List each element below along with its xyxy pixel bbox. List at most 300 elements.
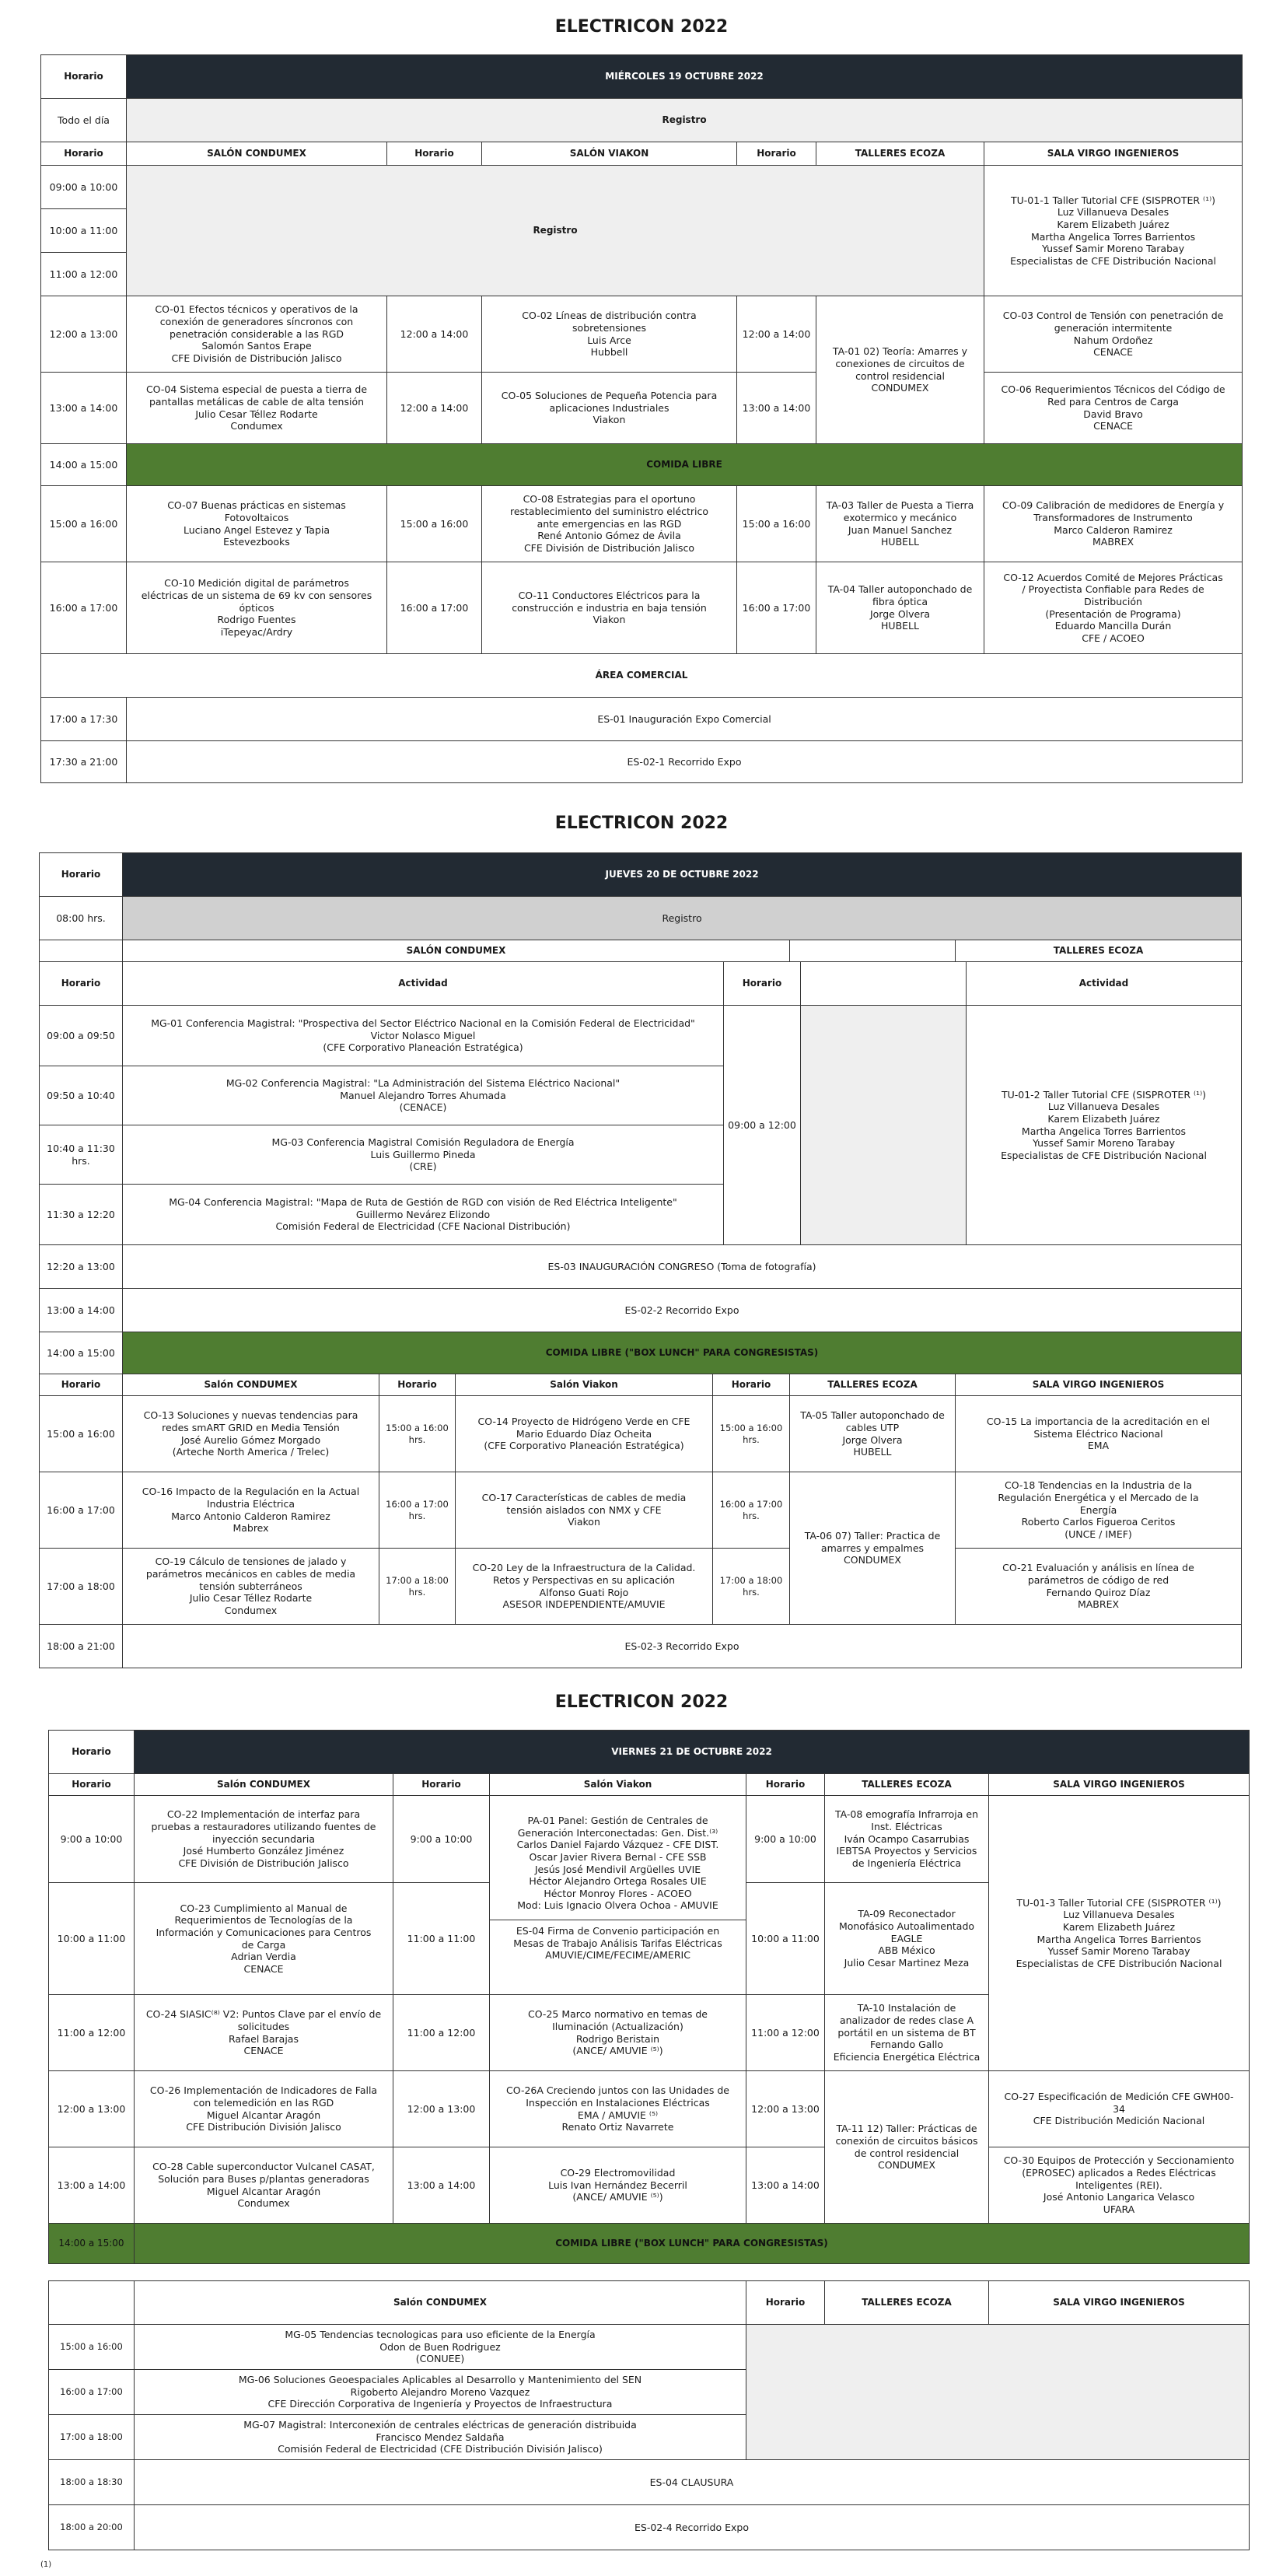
session-line: Julio Cesar Téllez Rodarte bbox=[195, 408, 318, 420]
time-cell: 15:00 a 16:00 hrs. bbox=[713, 1396, 790, 1472]
session-line: Iluminación (Actualización) bbox=[552, 2020, 683, 2032]
session-line: tensión subterráneos bbox=[199, 1580, 302, 1592]
session-line: Manuel Alejandro Torres Ahumada bbox=[340, 1089, 506, 1101]
session-line: pruebas a restauradores utilizando fuentes de bbox=[151, 1821, 376, 1833]
session-line: Comisión Federal de Electricidad (CFE Distribución División Jalisco) bbox=[278, 2443, 603, 2455]
session-line: Red para Centros de Carga bbox=[1047, 395, 1179, 408]
session-line: (ANCE/ AMUVIE ⁽⁵⁾) bbox=[572, 2045, 663, 2057]
session-line: Odon de Buen Rodriguez bbox=[379, 2340, 501, 2353]
column-header: SALÓN CONDUMEX bbox=[127, 142, 387, 166]
column-header: SALA VIRGO INGENIEROS bbox=[989, 1774, 1250, 1796]
session-cell bbox=[127, 562, 387, 654]
registration-cell: Registro bbox=[127, 99, 1243, 142]
session-line: René Antonio Gómez de Ávila bbox=[537, 530, 681, 542]
session-line: Rigoberto Alejandro Moreno Vazquez bbox=[350, 2385, 530, 2398]
session-line: CO-22 Implementación de interfaz para bbox=[166, 1808, 361, 1821]
session-line: TA-09 Reconectador bbox=[858, 1908, 956, 1920]
workshop-cell bbox=[825, 2071, 989, 2224]
session-line: CO-06 Requerimientos Técnicos del Código de bbox=[1001, 383, 1225, 396]
session-line: TU-01-2 Taller Tutorial CFE (SISPROTER ⁽¹⁾) bbox=[1001, 1088, 1207, 1101]
session-line: Viakon bbox=[593, 614, 626, 626]
session-line: Requerimientos de Tecnologías de la bbox=[174, 1914, 353, 1927]
session-line: CO-17 Características de cables de media bbox=[481, 1492, 687, 1504]
session-line: CO-13 Soluciones y nuevas tendencias para bbox=[143, 1409, 358, 1422]
session-line: Jesús José Mendivil Argüelles UVIE bbox=[534, 1863, 701, 1875]
session-line: Luis Guillermo Pineda bbox=[370, 1148, 476, 1160]
session-line: CFE División de Distribución Jalisco bbox=[178, 1857, 349, 1869]
time-cell: 12:00 a 14:00 bbox=[387, 296, 482, 373]
column-header: Salón CONDUMEX bbox=[135, 1774, 393, 1796]
session-line: tensión aislados con NMX y CFE bbox=[506, 1503, 662, 1516]
session-line: CO-27 Especificación de Medición CFE GWH00- bbox=[1004, 2091, 1234, 2103]
column-header: Horario bbox=[746, 1774, 825, 1796]
session-cell bbox=[956, 1549, 1242, 1625]
session-line: Monofásico Autoalimentado bbox=[838, 1920, 975, 1933]
day-date-header: MIÉRCOLES 19 OCTUBRE 2022 bbox=[127, 55, 1243, 99]
session-cell bbox=[123, 1185, 724, 1245]
workshop-cell bbox=[816, 486, 984, 562]
session-line: Especialistas de CFE Distribución Nacional bbox=[1016, 1957, 1222, 1969]
time-cell: 12:00 a 13:00 bbox=[393, 2071, 490, 2147]
session-line: CENACE bbox=[1093, 420, 1133, 432]
session-line: TA-11 12) Taller: Prácticas de bbox=[836, 2123, 977, 2135]
session-line: CFE Dirección Corporativa de Ingeniería y Proyectos de Infraestructura bbox=[267, 2398, 613, 2410]
session-line: MG-02 Conferencia Magistral: "La Administración del Sistema Eléctrico Nacional" bbox=[225, 1077, 621, 1090]
session-line: portátil en un sistema de BT bbox=[837, 2026, 976, 2039]
session-line: CO-26 Implementación de Indicadores de Falla bbox=[149, 2084, 378, 2097]
session-line: TU-01-3 Taller Tutorial CFE (SISPROTER ⁽¹⁾) bbox=[1016, 1896, 1222, 1909]
column-header: Salón Viakon bbox=[456, 1374, 713, 1396]
time-cell: 11:00 a 11:00 bbox=[393, 1883, 490, 1995]
time-cell: 17:30 a 21:00 bbox=[41, 741, 127, 783]
session-line: control residencial bbox=[855, 369, 945, 382]
time-cell: 10:00 a 11:00 bbox=[41, 209, 127, 253]
session-line: exotermico y mecánico bbox=[843, 511, 957, 523]
column-header: Horario bbox=[387, 142, 482, 166]
session-line: PA-01 Panel: Gestión de Centrales de bbox=[527, 1815, 708, 1826]
time-cell: 10:00 a 11:00 bbox=[49, 1883, 135, 1995]
session-line: inyección secundaria bbox=[212, 1832, 316, 1845]
session-line: Condumex bbox=[237, 2197, 290, 2210]
session-line: restablecimiento del suministro eléctrico bbox=[509, 506, 709, 518]
session-line: Nahum Ordoñez bbox=[1073, 334, 1153, 346]
session-line: Inst. Eléctricas bbox=[871, 1821, 942, 1833]
session-cell bbox=[127, 373, 387, 444]
day2-morning-table bbox=[39, 961, 1242, 1374]
panel-cell bbox=[490, 1796, 746, 1995]
session-line: conexiones de circuitos de bbox=[835, 357, 965, 369]
session-cell bbox=[956, 1396, 1242, 1472]
time-cell: 12:00 a 13:00 bbox=[49, 2071, 135, 2147]
session-cell bbox=[984, 373, 1243, 444]
session-line: CO-18 Tendencias en la Industria de la bbox=[1004, 1479, 1192, 1492]
time-cell: 16:00 a 17:00 hrs. bbox=[713, 1472, 790, 1549]
session-line: iTepeyac/Ardry bbox=[220, 625, 293, 638]
session-line: Eduardo Mancilla Durán bbox=[1054, 620, 1172, 632]
time-cell: 9:00 a 10:00 bbox=[49, 1796, 135, 1883]
session-line: parámetros mecánicos en cables de media bbox=[145, 1568, 356, 1580]
session-cell bbox=[967, 1006, 1242, 1245]
column-header: Horario bbox=[724, 962, 801, 1006]
day2-afternoon-table bbox=[39, 1374, 1242, 1668]
commercial-area-header: ÁREA COMERCIAL bbox=[41, 654, 1243, 698]
session-line: TA-05 Taller autoponchado de bbox=[800, 1409, 945, 1422]
session-line: Condumex bbox=[230, 420, 283, 432]
event-cell: ES-02-1 Recorrido Expo bbox=[127, 741, 1243, 783]
session-line: TA-10 Instalación de bbox=[857, 2002, 956, 2014]
session-line: Karem Elizabeth Juárez bbox=[1057, 218, 1169, 230]
session-line: Comisión Federal de Electricidad (CFE Nacional Distribución) bbox=[275, 1220, 571, 1233]
time-cell: 16:00 a 17:00 bbox=[387, 562, 482, 654]
time-cell: 12:00 a 13:00 bbox=[41, 296, 127, 373]
column-header: Salón Viakon bbox=[490, 1774, 746, 1796]
time-cell: 13:00 a 14:00 bbox=[746, 2147, 825, 2224]
workshop-cell bbox=[825, 1995, 989, 2071]
time-cell: 12:20 a 13:00 bbox=[40, 1245, 123, 1289]
session-line: Luis Arce bbox=[587, 334, 631, 346]
session-line: Rodrigo Beristain bbox=[575, 2032, 660, 2045]
column-header: Horario bbox=[737, 142, 816, 166]
column-header: Actividad bbox=[967, 962, 1242, 1006]
event-cell: ES-03 INAUGURACIÓN CONGRESO (Toma de fotografía) bbox=[123, 1245, 1242, 1289]
session-cell bbox=[456, 1472, 713, 1549]
time-cell: 12:00 a 13:00 bbox=[746, 2071, 825, 2147]
registration-block: Registro bbox=[127, 166, 984, 296]
session-cell bbox=[135, 1796, 393, 1883]
session-cell bbox=[490, 2147, 746, 2224]
session-cell bbox=[482, 486, 737, 562]
session-line: de Ingeniería Eléctrica bbox=[851, 1857, 962, 1869]
session-line: AMUVIE/CIME/FECIME/AMERIC bbox=[545, 1949, 690, 1962]
session-line: ante emergencias en las RGD bbox=[537, 517, 682, 530]
session-line: Viakon bbox=[593, 414, 626, 426]
session-line: CONDUMEX bbox=[871, 382, 929, 394]
session-line: (UNCE / IMEF) bbox=[1065, 1528, 1132, 1540]
session-line: CO-12 Acuerdos Comité de Mejores Prácticas bbox=[1003, 571, 1223, 583]
session-cell bbox=[482, 373, 737, 444]
session-line: (CRE) bbox=[409, 1160, 437, 1173]
session-line: Sistema Eléctrico Nacional bbox=[1033, 1427, 1163, 1440]
event-cell: ES-01 Inauguración Expo Comercial bbox=[127, 698, 1243, 741]
lunch-break-cell: COMIDA LIBRE bbox=[127, 444, 1243, 486]
session-cell bbox=[135, 2415, 746, 2460]
time-cell: 11:00 a 12:00 bbox=[746, 1995, 825, 2071]
session-line: Mesas de Trabajo Análisis Tarifas Eléctricas bbox=[513, 1937, 722, 1949]
session-line: MG-05 Tendencias tecnologicas para uso eficiente de la Energía bbox=[285, 2329, 596, 2341]
session-line: CO-30 Equipos de Protección y Seccionamiento bbox=[1003, 2154, 1235, 2167]
session-line: CO-03 Control de Tensión con penetración de bbox=[1002, 310, 1224, 322]
time-cell: 13:00 a 14:00 bbox=[41, 373, 127, 444]
column-header: TALLERES ECOZA bbox=[816, 142, 984, 166]
session-line: Distribución bbox=[1084, 595, 1142, 607]
column-header: Horario bbox=[393, 1774, 490, 1796]
column-header: Salón CONDUMEX bbox=[135, 2281, 746, 2325]
event-cell: ES-04 CLAUSURA bbox=[135, 2460, 1250, 2505]
session-line: ópticos bbox=[239, 601, 274, 614]
session-line: penetración considerable a las RGD bbox=[170, 327, 344, 340]
workshop-cell bbox=[816, 296, 984, 444]
session-line: Adrian Verdia bbox=[231, 1951, 296, 1963]
session-line: cables UTP bbox=[845, 1421, 900, 1433]
day1-title: ELECTRICON 2022 bbox=[554, 17, 729, 37]
session-line: Marco Calderon Ramirez bbox=[1054, 523, 1173, 536]
time-cell: 15:00 a 16:00 hrs. bbox=[379, 1396, 456, 1472]
time-cell: 11:00 a 12:00 bbox=[49, 1995, 135, 2071]
session-line: amarres y empalmes bbox=[820, 1542, 925, 1554]
time-cell: 14:00 a 15:00 bbox=[40, 1332, 123, 1374]
session-line: Condumex bbox=[224, 1604, 278, 1616]
time-cell: 18:00 a 20:00 bbox=[49, 2505, 135, 2550]
column-header: Actividad bbox=[123, 962, 724, 1006]
session-line: CFE División de Distribución Jalisco bbox=[171, 352, 342, 364]
lunch-break-cell: COMIDA LIBRE ("BOX LUNCH" PARA CONGRESISTAS) bbox=[135, 2224, 1250, 2264]
time-cell: 11:30 a 12:20 bbox=[40, 1185, 123, 1245]
session-line: CO-23 Cumplimiento al Manual de bbox=[180, 1902, 348, 1914]
blank-cell bbox=[746, 2325, 1250, 2460]
session-line: Marco Antonio Calderon Ramirez bbox=[171, 1510, 330, 1522]
time-cell: 17:00 a 18:00 hrs. bbox=[713, 1549, 790, 1625]
workshop-cell bbox=[790, 1396, 956, 1472]
session-line: (CONUEE) bbox=[415, 2353, 465, 2365]
time-cell: 08:00 hrs. bbox=[40, 897, 123, 940]
session-cell bbox=[135, 2325, 746, 2370]
session-cell bbox=[123, 1125, 724, 1185]
session-line: CO-26A Creciendo juntos con las Unidades de bbox=[506, 2084, 729, 2097]
session-line: MG-04 Conferencia Magistral: "Mapa de Ruta de Gestión de RGD con visión de Red Eléctrica Inteligente" bbox=[169, 1196, 677, 1209]
session-line: Luz Villanueva Desales bbox=[1063, 1909, 1175, 1921]
session-cell bbox=[984, 166, 1243, 296]
session-line: EMA / AMUVIE ⁽⁵⁾ bbox=[577, 2109, 659, 2121]
session-line: UFARA bbox=[1103, 2203, 1135, 2215]
time-cell: 17:00 a 18:00 bbox=[40, 1549, 123, 1625]
horario-header: Horario bbox=[49, 1731, 135, 1774]
time-cell: 15:00 a 16:00 bbox=[41, 486, 127, 562]
session-cell bbox=[135, 1883, 393, 1995]
session-cell bbox=[490, 1995, 746, 2071]
session-cell bbox=[989, 2071, 1250, 2147]
session-line: Guillermo Nevárez Elizondo bbox=[355, 1208, 491, 1220]
session-cell bbox=[135, 2147, 393, 2224]
session-cell bbox=[123, 1066, 724, 1125]
session-line: Oscar Javier Rivera Bernal - CFE SSB bbox=[529, 1850, 707, 1863]
session-line: José Humberto González Jiménez bbox=[183, 1845, 344, 1857]
column-header: SALÓN CONDUMEX bbox=[123, 940, 790, 962]
column-header: Horario bbox=[379, 1374, 456, 1396]
session-line: Generación Interconectadas: Gen. Dist.⁽³⁾ bbox=[517, 1826, 718, 1839]
session-line: aplicaciones Industriales bbox=[549, 401, 669, 414]
session-line: Inteligentes (REI). bbox=[1075, 2179, 1162, 2191]
session-line: Yussef Samir Moreno Tarabay bbox=[1041, 243, 1185, 255]
time-cell: 13:00 a 14:00 bbox=[40, 1289, 123, 1332]
session-line: Fotovoltaicos bbox=[224, 511, 289, 523]
session-line: Martha Angelica Torres Barrientos bbox=[1037, 1933, 1201, 1945]
time-cell: 15:00 a 16:00 bbox=[387, 486, 482, 562]
session-line: David Bravo bbox=[1083, 408, 1143, 420]
workshop-cell bbox=[825, 1796, 989, 1883]
column-header: TALLERES ECOZA bbox=[956, 940, 1242, 962]
session-line: Carlos Daniel Fajardo Vázquez - CFE DIST. bbox=[516, 1839, 719, 1851]
session-line: Viakon bbox=[568, 1516, 600, 1528]
session-line: Información y Comunicaciones para Centros bbox=[156, 1926, 372, 1938]
session-line: CFE División de Distribución Jalisco bbox=[523, 541, 695, 554]
session-line: CO-21 Evaluación y análisis en línea de bbox=[1002, 1562, 1194, 1574]
time-cell: 10:40 a 11:30 hrs. bbox=[40, 1125, 123, 1185]
session-line: Especialistas de CFE Distribución Nacional bbox=[1001, 1149, 1207, 1161]
session-line: Hubbell bbox=[590, 346, 628, 359]
time-cell: 11:00 a 12:00 bbox=[41, 253, 127, 296]
time-cell: 13:00 a 14:00 bbox=[49, 2147, 135, 2224]
session-line: CO-20 Ley de la Infraestructura de la Calidad. bbox=[472, 1562, 696, 1574]
time-cell: 09:00 a 10:00 bbox=[41, 166, 127, 209]
session-line: Regulación Energética y el Mercado de la bbox=[998, 1492, 1199, 1504]
session-line: CO-15 La importancia de la acreditación en el bbox=[986, 1416, 1211, 1428]
day1-schedule-table bbox=[40, 54, 1243, 783]
session-line: MG-01 Conferencia Magistral: "Prospectiva del Sector Eléctrico Nacional en la Comisión Federal de Electricidad" bbox=[151, 1017, 695, 1030]
session-line: CO-19 Cálculo de tensiones de jalado y bbox=[155, 1556, 347, 1568]
session-line: CENACE bbox=[243, 1962, 284, 1975]
session-line: Mario Eduardo Díaz Ocheita bbox=[516, 1427, 652, 1440]
session-line: CO-10 Medición digital de parámetros bbox=[164, 577, 349, 590]
session-line: Solución para Buses p/plantas generadoras bbox=[158, 2172, 369, 2185]
session-cell bbox=[956, 1472, 1242, 1549]
session-line: Renato Ortiz Navarrete bbox=[561, 2121, 674, 2133]
footnote: (1) bbox=[40, 2560, 52, 2569]
session-line: redes smART GRID en Media Tensión bbox=[162, 1421, 340, 1433]
session-line: HUBELL bbox=[881, 620, 919, 632]
session-cell bbox=[456, 1396, 713, 1472]
session-line: construcción e industria en baja tensión bbox=[512, 601, 707, 614]
session-line: CO-01 Efectos técnicos y operativos de la bbox=[155, 303, 358, 316]
time-cell: 14:00 a 15:00 bbox=[41, 444, 127, 486]
session-line: CENACE bbox=[1093, 346, 1133, 359]
session-line: CONDUMEX bbox=[844, 1554, 901, 1566]
time-cell: 17:00 a 18:00 bbox=[49, 2415, 135, 2460]
time-cell: 15:00 a 16:00 bbox=[40, 1396, 123, 1472]
session-cell bbox=[984, 486, 1243, 562]
session-line: Miguel Alcantar Aragón bbox=[206, 2185, 321, 2197]
session-line: TA-08 emografía Infrarroja en bbox=[834, 1808, 979, 1821]
session-line: Francisco Mendez Saldaña bbox=[376, 2431, 505, 2443]
column-header: Horario bbox=[713, 1374, 790, 1396]
session-line: Victor Nolasco Miguel bbox=[370, 1029, 476, 1041]
session-line: pantallas metálicas de cable de alta tensión bbox=[149, 395, 365, 408]
session-line: HUBELL bbox=[881, 536, 919, 548]
blank-cell bbox=[801, 1006, 967, 1245]
time-cell: 09:00 a 12:00 bbox=[724, 1006, 801, 1245]
session-line: Héctor Alejandro Ortega Rosales UIE bbox=[529, 1875, 707, 1888]
registration-cell: Registro bbox=[123, 897, 1242, 940]
session-line: solicitudes bbox=[237, 2020, 290, 2032]
session-line: Eficiencia Energética Eléctrica bbox=[833, 2050, 981, 2063]
session-line: EMA bbox=[1087, 1440, 1110, 1452]
session-line: Jorge Olvera bbox=[869, 607, 931, 620]
time-cell: 16:00 a 17:00 bbox=[41, 562, 127, 654]
session-line: CO-14 Proyecto de Hidrógeno Verde en CFE bbox=[477, 1416, 690, 1428]
time-cell: 18:00 a 21:00 bbox=[40, 1625, 123, 1668]
session-line: (Arteche North America / Trelec) bbox=[172, 1446, 330, 1458]
session-line: Yussef Samir Moreno Tarabay bbox=[1047, 1945, 1190, 1958]
column-header: TALLERES ECOZA bbox=[825, 1774, 989, 1796]
time-cell: 09:00 a 09:50 bbox=[40, 1006, 123, 1066]
time-cell: 13:00 a 14:00 bbox=[393, 2147, 490, 2224]
day3-title: ELECTRICON 2022 bbox=[554, 1692, 729, 1712]
day3-schedule-table bbox=[48, 1730, 1250, 2264]
event-cell: ES-02-4 Recorrido Expo bbox=[135, 2505, 1250, 2550]
session-line: HUBELL bbox=[853, 1446, 892, 1458]
session-line: Salomón Santos Erape bbox=[201, 340, 312, 352]
column-header: TALLERES ECOZA bbox=[790, 1374, 956, 1396]
time-cell: 9:00 a 10:00 bbox=[393, 1796, 490, 1883]
event-cell: ES-02-2 Recorrido Expo bbox=[123, 1289, 1242, 1332]
session-line: TU-01-1 Taller Tutorial CFE (SISPROTER ⁽¹⁾) bbox=[1011, 194, 1216, 206]
session-line: CENACE bbox=[243, 2045, 284, 2057]
session-line: ABB México bbox=[878, 1944, 935, 1957]
column-header: SALA VIRGO INGENIEROS bbox=[989, 2281, 1250, 2325]
session-cell bbox=[123, 1549, 379, 1625]
session-line: (CFE Corporativo Planeación Estratégica) bbox=[323, 1041, 523, 1054]
blank-cell bbox=[801, 962, 967, 1006]
session-cell bbox=[490, 2071, 746, 2147]
lunch-break-cell: COMIDA LIBRE ("BOX LUNCH" PARA CONGRESISTAS) bbox=[123, 1332, 1242, 1374]
day-date-header: VIERNES 21 DE OCTUBRE 2022 bbox=[135, 1731, 1250, 1774]
column-header: Horario bbox=[746, 2281, 825, 2325]
time-cell: 16:00 a 17:00 bbox=[49, 2370, 135, 2415]
session-line: parámetros de código de red bbox=[1027, 1573, 1169, 1586]
session-cell bbox=[135, 1995, 393, 2071]
session-cell bbox=[123, 1396, 379, 1472]
session-cell bbox=[984, 296, 1243, 373]
session-cell bbox=[127, 486, 387, 562]
time-cell: 11:00 a 12:00 bbox=[393, 1995, 490, 2071]
session-line: TA-06 07) Taller: Practica de bbox=[804, 1530, 941, 1542]
session-cell bbox=[989, 1796, 1250, 2071]
session-line: CO-25 Marco normativo en temas de bbox=[528, 2008, 708, 2021]
session-line: CO-07 Buenas prácticas en sistemas bbox=[167, 499, 346, 512]
blank-cell bbox=[49, 2281, 135, 2325]
session-cell bbox=[135, 2071, 393, 2147]
session-line: CFE Distribución Medición Nacional bbox=[1033, 2115, 1205, 2127]
session-line: Estevezbooks bbox=[223, 536, 290, 548]
session-line: sobretensiones bbox=[572, 321, 646, 334]
session-line: Luis Ivan Hernández Becerril bbox=[548, 2179, 687, 2191]
session-line: Miguel Alcantar Aragón bbox=[206, 2109, 321, 2121]
time-cell: 17:00 a 17:30 bbox=[41, 698, 127, 741]
column-header: Horario bbox=[41, 142, 127, 166]
session-line: analizador de redes clase A bbox=[839, 2014, 974, 2027]
time-cell: 12:00 a 14:00 bbox=[387, 373, 482, 444]
session-line: conexión de generadores síncronos con bbox=[159, 316, 354, 328]
session-line: CO-02 Líneas de distribución contra bbox=[522, 310, 697, 322]
time-cell: 16:00 a 17:00 hrs. bbox=[379, 1472, 456, 1549]
session-line: Alfonso Guati Rojo bbox=[539, 1586, 629, 1598]
day2-title: ELECTRICON 2022 bbox=[554, 814, 729, 833]
session-line: CO-29 Electromovilidad bbox=[560, 2167, 676, 2179]
session-line: Fernando Quiroz Díaz bbox=[1046, 1586, 1151, 1598]
time-cell: 16:00 a 17:00 bbox=[737, 562, 816, 654]
session-line: CO-09 Calibración de medidores de Energía y bbox=[1002, 499, 1225, 512]
session-line: Martha Angelica Torres Barrientos bbox=[1021, 1125, 1187, 1137]
workshop-cell bbox=[816, 562, 984, 654]
session-line: ES-04 Firma de Convenio participación en bbox=[516, 1925, 720, 1937]
session-line: Karem Elizabeth Juárez bbox=[1062, 1920, 1176, 1933]
time-cell: 14:00 a 15:00 bbox=[49, 2224, 135, 2264]
session-cell bbox=[135, 2370, 746, 2415]
blank-cell bbox=[40, 940, 123, 962]
session-line: Luz Villanueva Desales bbox=[1047, 1101, 1160, 1113]
session-line: Mabrex bbox=[232, 1522, 269, 1535]
session-line: CFE Distribución División Jalisco bbox=[186, 2121, 341, 2133]
session-line: CO-24 SIASIC⁽⁸⁾ V2: Puntos Clave par el envío de bbox=[145, 2008, 382, 2021]
